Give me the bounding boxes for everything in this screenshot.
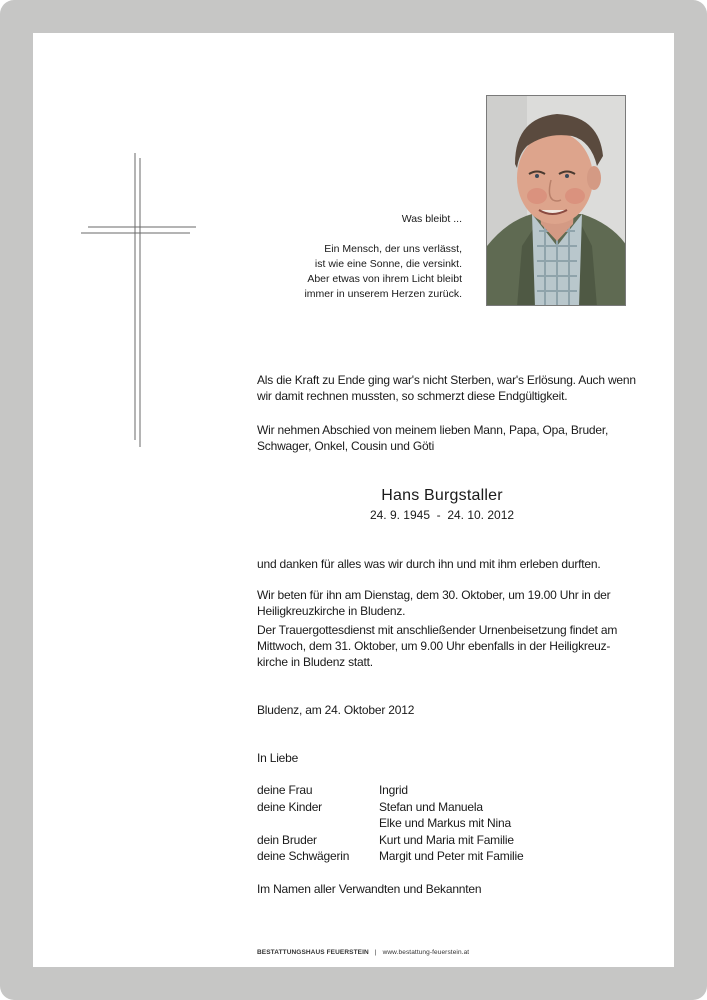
family-names: Kurt und Maria mit Familie [379,832,514,847]
funeral-home-name: BESTATTUNGSHAUS FEUERSTEIN [257,949,369,956]
family-names: Elke und Markus mit Nina [379,816,511,830]
family-names: Margit und Peter mit Familie [379,849,524,863]
portrait-photo [486,95,626,306]
poem-title: Was bleibt ... [401,213,462,225]
family-relation: deine Frau [257,783,313,797]
family-relation: deine Schwägerin [257,849,350,863]
poem-line: Aber etwas von ihrem Licht bleibt [307,273,462,285]
deceased-name: Hans Burgstaller [381,487,503,504]
family-list [257,782,627,865]
poem-line: immer in unserem Herzen zurück. [304,288,462,300]
family-row [257,848,627,865]
family-relation: deine Kinder [257,799,322,814]
poem-line: Ein Mensch, der uns verlässt, [324,243,462,255]
life-dates: 24. 9. 1945 - 24. 10. 2012 [369,508,515,522]
deceased-block [257,486,627,523]
cross-icon [78,150,198,450]
poem-line: ist wie eine Sonne, die versinkt. [314,258,462,270]
intro-paragraph: Als die Kraft zu Ende ging war's nicht Sterben, war's Erlösung. Auch wenn wir damit rechnen mussten, so schmerzt diese Endgültigkeit. [257,373,636,403]
family-row [257,799,627,816]
poem [250,212,462,302]
family-names: Stefan und Manuela [379,799,483,814]
footer [257,949,469,956]
family-row [257,782,627,799]
farewell-paragraph: Wir nehmen Abschied von meinem lieben Mann, Papa, Opa, Bruder, Schwager, Onkel, Cousin und Göti [257,423,609,453]
family-row [257,815,627,832]
closing-line: In Liebe [257,751,299,765]
family-relation [257,815,379,832]
prayer-paragraph: Wir beten für ihn am Dienstag, dem 30. Oktober, um 19.00 Uhr in der Heiligkreuzkirche in Bludenz. [257,588,611,618]
thanks-paragraph: und danken für alles was wir durch ihn und mit ihm erleben durften. [257,557,601,571]
family-names: Ingrid [379,783,408,797]
family-row [257,832,627,849]
family-relation: dein Bruder [257,832,317,847]
funeral-service-paragraph: Der Trauergottesdienst mit anschließender Urnenbeisetzung findet am Mittwoch, dem 31. Oktober, um 9.00 Uhr ebenfalls in der Heiligkreuz-kirche in Bludenz statt. [257,623,618,669]
final-line: Im Namen aller Verwandten und Bekannten [257,882,482,896]
footer-separator: | [374,949,377,956]
place-date: Bludenz, am 24. Oktober 2012 [257,703,415,717]
funeral-home-url[interactable]: www.bestattung-feuerstein.at [382,949,470,956]
